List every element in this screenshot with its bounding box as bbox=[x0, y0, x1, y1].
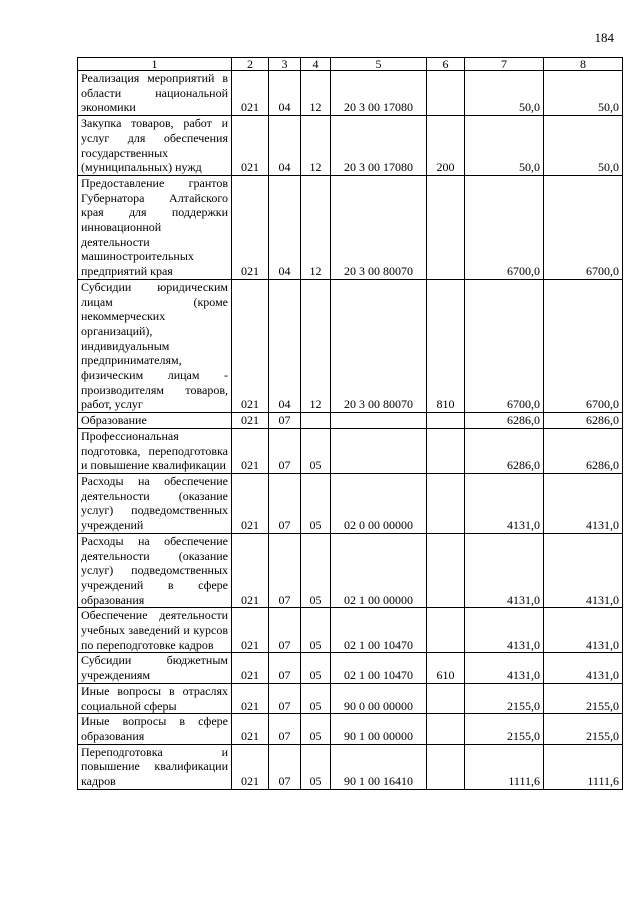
row-amount-2: 4131,0 bbox=[544, 533, 623, 608]
row-name: Иные вопросы в отраслях социальной сферы bbox=[78, 683, 232, 713]
row-expense-type bbox=[427, 175, 465, 279]
row-target-article: 20 3 00 17080 bbox=[331, 116, 427, 176]
row-target-article: 20 3 00 80070 bbox=[331, 279, 427, 412]
row-expense-type: 810 bbox=[427, 279, 465, 412]
table-row bbox=[78, 413, 623, 429]
row-expense-type bbox=[427, 714, 465, 744]
table-row bbox=[78, 175, 623, 279]
row-amount-2: 4131,0 bbox=[544, 473, 623, 533]
table-row bbox=[78, 71, 623, 116]
row-name: Субсидии бюджетным учреждениям bbox=[78, 653, 232, 683]
row-target-article bbox=[331, 428, 427, 473]
table-row bbox=[78, 473, 623, 533]
row-target-article: 02 0 00 00000 bbox=[331, 473, 427, 533]
row-section-code: 04 bbox=[269, 279, 301, 412]
row-subsection-code: 12 bbox=[301, 116, 331, 176]
row-amount-1: 1111,6 bbox=[465, 744, 544, 789]
row-section-code: 07 bbox=[269, 683, 301, 713]
row-target-article: 90 1 00 16410 bbox=[331, 744, 427, 789]
row-name: Субсидии юридическим лицам (кроме некоммерческих организаций), индивидуальным предпринимателям, физическим лицам - производителям товаров, работ, услуг bbox=[78, 279, 232, 412]
row-target-article: 20 3 00 17080 bbox=[331, 71, 427, 116]
row-target-article: 90 1 00 00000 bbox=[331, 714, 427, 744]
row-section-code: 04 bbox=[269, 175, 301, 279]
row-amount-1: 4131,0 bbox=[465, 533, 544, 608]
row-section-code: 07 bbox=[269, 428, 301, 473]
row-amount-1: 4131,0 bbox=[465, 653, 544, 683]
row-expense-type bbox=[427, 413, 465, 429]
row-expense-type bbox=[427, 683, 465, 713]
row-ministry-code: 021 bbox=[232, 744, 269, 789]
row-expense-type bbox=[427, 71, 465, 116]
row-name: Расходы на обеспечение деятельности (оказание услуг) подведомственных учреждений в сфере образования bbox=[78, 533, 232, 608]
row-ministry-code: 021 bbox=[232, 71, 269, 116]
row-section-code: 04 bbox=[269, 71, 301, 116]
row-amount-1: 4131,0 bbox=[465, 608, 544, 653]
row-expense-type bbox=[427, 428, 465, 473]
row-name: Предоставление грантов Губернатора Алтайского края для поддержки инновационной деятельности машиностроительных предприятий края bbox=[78, 175, 232, 279]
row-expense-type bbox=[427, 533, 465, 608]
row-name: Профессиональная подготовка, переподготовка и повышение квалификации bbox=[78, 428, 232, 473]
header-col-4: 4 bbox=[301, 58, 331, 71]
row-name: Переподготовка и повышение квалификации кадров bbox=[78, 744, 232, 789]
row-subsection-code bbox=[301, 413, 331, 429]
table-row bbox=[78, 608, 623, 653]
table-body bbox=[78, 71, 623, 790]
row-subsection-code: 05 bbox=[301, 744, 331, 789]
header-row bbox=[78, 58, 623, 71]
header-col-7: 7 bbox=[465, 58, 544, 71]
row-amount-2: 4131,0 bbox=[544, 608, 623, 653]
table-row bbox=[78, 683, 623, 713]
row-ministry-code: 021 bbox=[232, 683, 269, 713]
header-col-3: 3 bbox=[269, 58, 301, 71]
row-amount-1: 6700,0 bbox=[465, 279, 544, 412]
row-amount-2: 50,0 bbox=[544, 116, 623, 176]
row-expense-type bbox=[427, 744, 465, 789]
row-section-code: 04 bbox=[269, 116, 301, 176]
row-subsection-code: 05 bbox=[301, 653, 331, 683]
row-ministry-code: 021 bbox=[232, 175, 269, 279]
row-section-code: 07 bbox=[269, 473, 301, 533]
row-expense-type bbox=[427, 608, 465, 653]
row-target-article: 02 1 00 10470 bbox=[331, 653, 427, 683]
row-subsection-code: 05 bbox=[301, 714, 331, 744]
row-target-article: 20 3 00 80070 bbox=[331, 175, 427, 279]
row-subsection-code: 05 bbox=[301, 683, 331, 713]
row-ministry-code: 021 bbox=[232, 608, 269, 653]
header-col-1: 1 bbox=[78, 58, 232, 71]
row-expense-type: 610 bbox=[427, 653, 465, 683]
row-amount-2: 50,0 bbox=[544, 71, 623, 116]
row-amount-2: 6286,0 bbox=[544, 428, 623, 473]
table-row bbox=[78, 279, 623, 412]
row-section-code: 07 bbox=[269, 744, 301, 789]
row-expense-type bbox=[427, 473, 465, 533]
header-col-5: 5 bbox=[331, 58, 427, 71]
row-target-article: 02 1 00 10470 bbox=[331, 608, 427, 653]
row-amount-1: 4131,0 bbox=[465, 473, 544, 533]
row-section-code: 07 bbox=[269, 608, 301, 653]
row-section-code: 07 bbox=[269, 653, 301, 683]
row-amount-2: 6286,0 bbox=[544, 413, 623, 429]
header-col-6: 6 bbox=[427, 58, 465, 71]
row-expense-type: 200 bbox=[427, 116, 465, 176]
row-ministry-code: 021 bbox=[232, 653, 269, 683]
row-name: Иные вопросы в сфере образования bbox=[78, 714, 232, 744]
row-amount-2: 6700,0 bbox=[544, 279, 623, 412]
row-target-article: 90 0 00 00000 bbox=[331, 683, 427, 713]
budget-table bbox=[77, 57, 623, 790]
row-target-article bbox=[331, 413, 427, 429]
row-ministry-code: 021 bbox=[232, 473, 269, 533]
header-col-2: 2 bbox=[232, 58, 269, 71]
row-name: Расходы на обеспечение деятельности (оказание услуг) подведомственных учреждений bbox=[78, 473, 232, 533]
row-amount-2: 6700,0 bbox=[544, 175, 623, 279]
table-row bbox=[78, 116, 623, 176]
table-row bbox=[78, 533, 623, 608]
row-amount-1: 6286,0 bbox=[465, 413, 544, 429]
page-number: 184 bbox=[594, 30, 614, 45]
row-ministry-code: 021 bbox=[232, 279, 269, 412]
table-row bbox=[78, 714, 623, 744]
row-name: Образование bbox=[78, 413, 232, 429]
row-amount-1: 50,0 bbox=[465, 116, 544, 176]
row-subsection-code: 05 bbox=[301, 608, 331, 653]
row-name: Реализация мероприятий в области национальной экономики bbox=[78, 71, 232, 116]
table-row bbox=[78, 744, 623, 789]
row-target-article: 02 1 00 00000 bbox=[331, 533, 427, 608]
row-section-code: 07 bbox=[269, 533, 301, 608]
table-row bbox=[78, 653, 623, 683]
row-amount-1: 2155,0 bbox=[465, 714, 544, 744]
row-amount-1: 2155,0 bbox=[465, 683, 544, 713]
row-amount-2: 2155,0 bbox=[544, 683, 623, 713]
table-row bbox=[78, 428, 623, 473]
row-amount-2: 2155,0 bbox=[544, 714, 623, 744]
row-ministry-code: 021 bbox=[232, 533, 269, 608]
row-amount-1: 6700,0 bbox=[465, 175, 544, 279]
row-subsection-code: 12 bbox=[301, 279, 331, 412]
row-ministry-code: 021 bbox=[232, 413, 269, 429]
row-amount-1: 50,0 bbox=[465, 71, 544, 116]
row-ministry-code: 021 bbox=[232, 428, 269, 473]
header-col-8: 8 bbox=[544, 58, 623, 71]
row-amount-2: 4131,0 bbox=[544, 653, 623, 683]
row-section-code: 07 bbox=[269, 714, 301, 744]
row-subsection-code: 05 bbox=[301, 533, 331, 608]
row-subsection-code: 05 bbox=[301, 473, 331, 533]
row-ministry-code: 021 bbox=[232, 116, 269, 176]
row-name: Обеспечение деятельности учебных заведений и курсов по переподготовке кадров bbox=[78, 608, 232, 653]
row-amount-1: 6286,0 bbox=[465, 428, 544, 473]
row-subsection-code: 12 bbox=[301, 71, 331, 116]
row-subsection-code: 12 bbox=[301, 175, 331, 279]
row-section-code: 07 bbox=[269, 413, 301, 429]
row-name: Закупка товаров, работ и услуг для обеспечения государственных (муниципальных) нужд bbox=[78, 116, 232, 176]
row-subsection-code: 05 bbox=[301, 428, 331, 473]
row-ministry-code: 021 bbox=[232, 714, 269, 744]
row-amount-2: 1111,6 bbox=[544, 744, 623, 789]
